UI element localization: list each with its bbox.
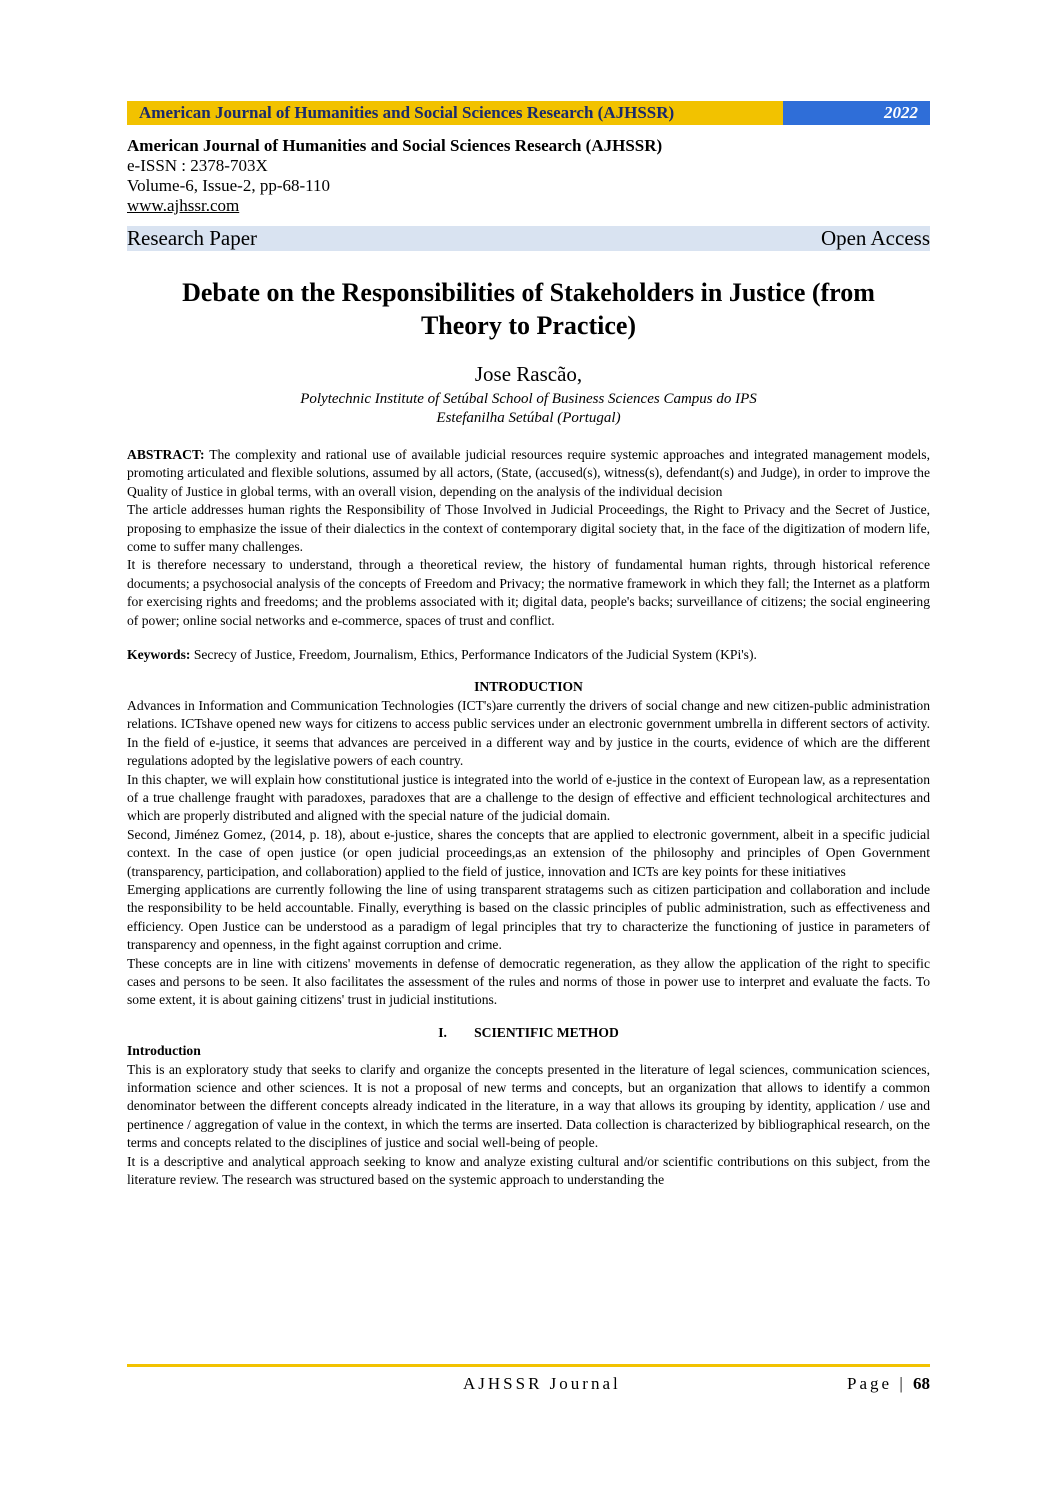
paper-body [127,446,930,1189]
method-heading: I. SCIENTIFIC METHOD [438,1024,619,1040]
footer-rule [127,1364,930,1367]
header-year: 2022 [783,101,930,125]
abstract-text-1: The complexity and rational use of available judicial resources require systemic approaches and integrated management models, promoting articulated and flexible solutions, assumed by all actors, (State, (accused(s), witness(s), defendant(s) and Judge), in order to improve the Quality of Justice in global terms, with an overall vision, depending on the analysis of the individual decision [127,447,930,499]
abstract-paragraph-3: It is therefore necessary to understand, through a theoretical review, the history of fundamental human rights, through historical reference documents; a psychosocial analysis of the concepts of Freedom and Privacy; the normative framework in which they fall; the Internet as a platform for exercising rights and freedoms; and the problems associated with it; digital data, people's backs; surveillance of citizens; the social engineering of power; online social networks and e-commerce, spaces of trust and conflict. [127,557,930,628]
page-label: Page | [847,1374,906,1393]
abstract-label: ABSTRACT: [127,447,205,462]
paper-type: Research Paper [127,226,258,250]
keywords [127,646,930,664]
introduction-paragraph-5: These concepts are in line with citizens' movements in defense of democratic regeneration, as they allow the application of the right to specific cases and persons to be seen. It also facilitates the assessment of the rules and norms of those in power use to interpret and evaluate the facts. To some extent, it is about gaining citizens' trust in judicial institutions. [127,955,930,1008]
footer-page [847,1374,930,1394]
paper-type-bar [127,226,930,251]
abstract-paragraph-1 [127,446,930,501]
footer-journal: AJHSSR Journal [463,1374,621,1393]
method-subheading: Introduction [127,1043,201,1059]
paper-title-line-1: Debate on the Responsibilities of Stakeholders in Justice (from [182,278,875,307]
journal-issn: e-ISSN : 2378-703X [127,156,268,175]
keywords-label: Keywords: [127,647,191,663]
affiliation-line-1: Polytechnic Institute of Setúbal School of Business Sciences Campus do IPS [300,391,757,407]
introduction-paragraph-4: Emerging applications are currently following the line of using transparent stratagems such as citizen participation and collaboration and include the responsibility to be held accountable. Finally, everything is based on the classic principles of public administration, such as effectiveness and efficiency. Open Justice can be understood as a paradigm of legal principles that try to characterize the functioning of justice in parameters of transparency and openness, in the fight against corruption and crime. [127,881,930,953]
keywords-text: Secrecy of Justice, Freedom, Journalism, Ethics, Performance Indicators of the Judicial System (KPi's). [190,647,757,663]
journal-volume: Volume-6, Issue-2, pp-68-110 [127,176,331,195]
method-paragraph-1: This is an exploratory study that seeks to clarify and organize the concepts presented in the literature of legal sciences, communication sciences, information science and other sciences. It is not a proposal of new terms and concepts, but an organization that allows to identify a common denominator between the different concepts already indicated in the literature, in a way that allows its grouping by identity, application / use and pertinence / aggregation of value in the context, in which the terms are inserted. Data collection is characterized by bibliographical research, on the terms and concepts related to the disciplines of justice and social well-being of people. [127,1061,930,1151]
paper-title [127,276,930,342]
journal-info [127,136,662,216]
journal-url-link[interactable]: www.ajhssr.com [127,196,240,215]
introduction-paragraph-3: Second, Jiménez Gomez, (2014, p. 18), about e-justice, shares the concepts that are applied to electronic government, albeit in a specific judicial context. In the case of open justice (or open judicial proceedings,as an extension of the philosophy and principles of Open Government (transparency, participation, and collaboration) applied to the field of justice, innovation and ICTs are key points for these initiatives [127,826,930,879]
abstract-paragraph-2: The article addresses human rights the Responsibility of Those Involved in Judicial Proceedings, the Right to Privacy and the Secret of Justice, proposing to emphasize the issue of their dialectics in the context of contemporary digital society that, in the face of the digitization of modern life, come to suffer many challenges. [127,502,930,555]
page-number: 68 [913,1374,930,1393]
author-name: Jose Rascão, [474,362,583,386]
journal-header-bar [127,101,930,125]
affiliation-line-2: Estefanilha Setúbal (Portugal) [436,410,621,426]
header-journal-name: American Journal of Humanities and Social Sciences Research (AJHSSR) [127,101,783,125]
method-paragraph-2: It is a descriptive and analytical approach seeking to know and analyze existing cultural and/or scientific contributions on this subject, from the literature review. The research was structured based on the systemic approach to understanding the [127,1153,930,1188]
introduction-paragraph-1: Advances in Information and Communication Technologies (ICT's)are currently the drivers of social change and new citizen-public administration relations. ICTshave opened new ways for citizens to access public services under an electronic government umbrella in different sectors of activity. In the field of e-justice, it seems that advances are perceived in a different way and by justice in the courts, evidence of which are the different regulations adopted by the legislative powers of each country. [127,697,930,769]
introduction-paragraph-2: In this chapter, we will explain how constitutional justice is integrated into the world of e-justice in the context of European law, as a representation of a true challenge fraught with paradoxes, paradoxes that are a challenge to the design of effective and efficient technological architectures and which are properly distributed and aligned with the special nature of the judicial domain. [127,771,930,824]
paper-title-line-2: Theory to Practice) [420,311,637,340]
access-type: Open Access [820,226,930,250]
author-affiliation [127,390,930,428]
journal-name: American Journal of Humanities and Social Sciences Research (AJHSSR) [127,136,663,155]
introduction-heading: INTRODUCTION [474,679,583,695]
